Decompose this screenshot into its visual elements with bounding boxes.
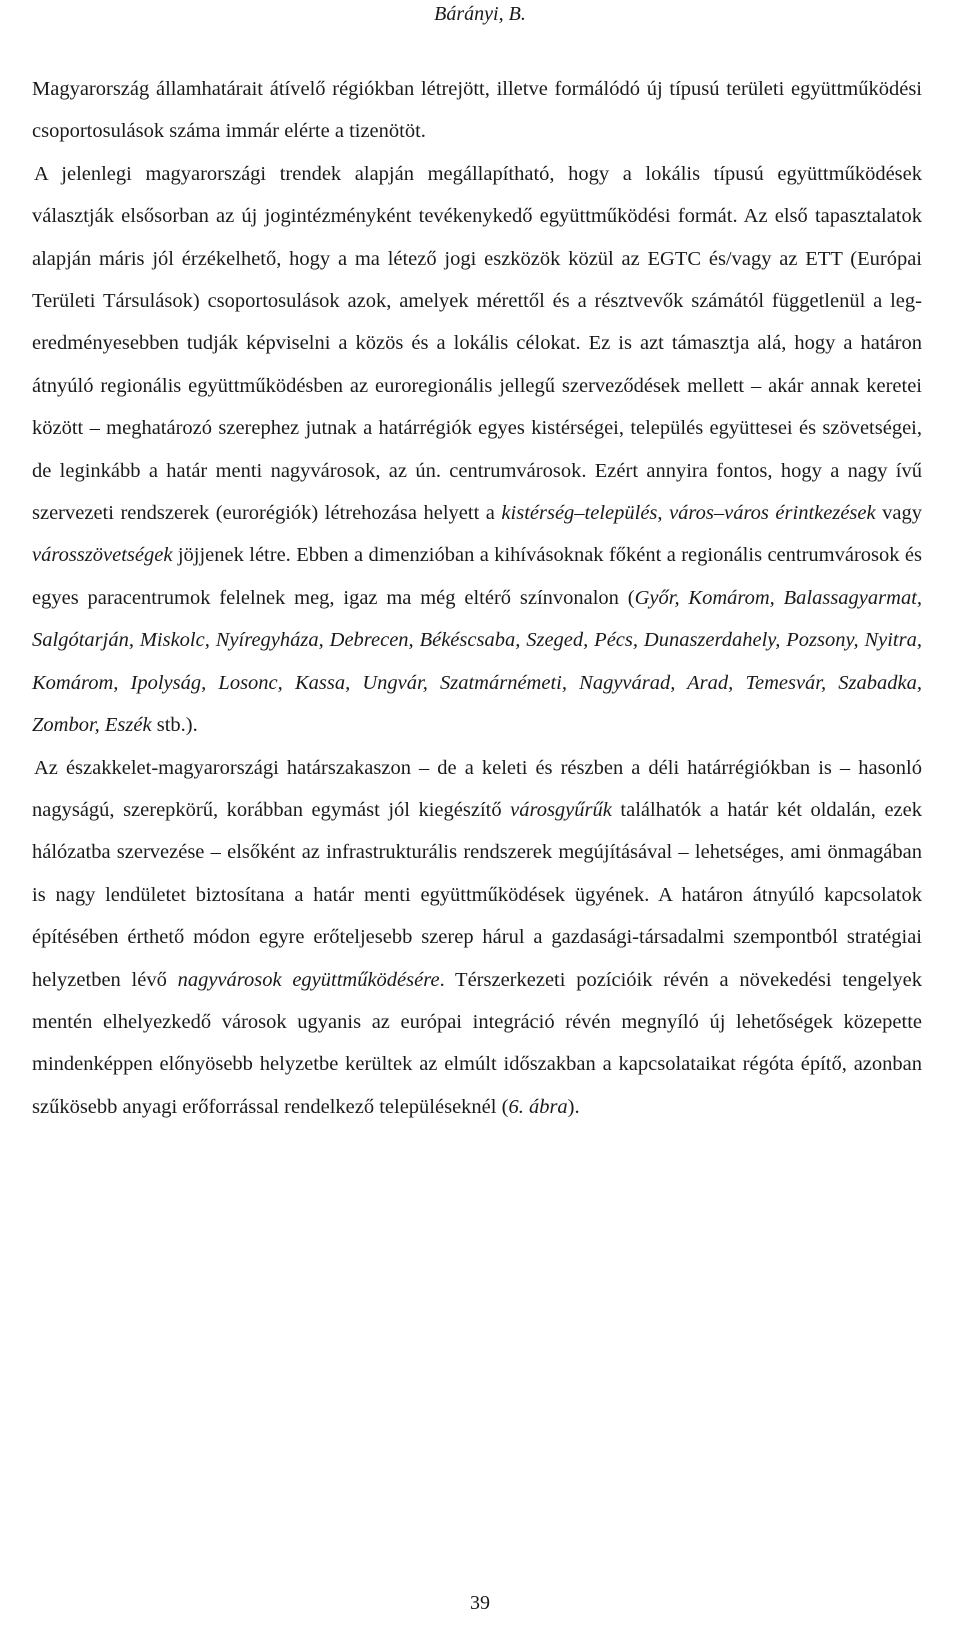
paragraph-2-text: vagy <box>875 502 922 525</box>
paragraph-2 <box>32 153 922 747</box>
paragraph-2-text: stb.). <box>151 714 198 737</box>
paragraph-3-text: ). <box>567 1095 580 1118</box>
paragraph-2-text: jöjjenek létre. Ebben a dimenzióban a kihívásoknak főként a regionális centrumvárosok és egyes paracentrumok felelnek meg, igaz ma még eltérő színvonalon ( <box>32 544 922 609</box>
paragraph-1-text: Magyarország államhatárait átívelő régiókban létrejött, illetve formálódó új típusú területi együttműködési csoportosulások száma immár elérte a tizenötöt. <box>32 78 922 143</box>
paragraph-2-emphasis: kistérség–település <box>501 502 658 525</box>
paragraph-3 <box>32 747 922 1129</box>
figure-reference: 6. ábra <box>508 1095 568 1118</box>
paragraph-2-city-list: Győr, Komárom, Balassagyarmat, Salgótarján, Miskolc, Nyíregyháza, Debrecen, Békéscsaba, Szeged, Pécs, Dunaszerdahely, Pozsony, Nyitra, Komárom, Ipolyság, Losonc, Kassa, Ungvár, Szatmárnémeti, Nagyvárad, Arad, Temesvár, Szabadka, Zombor, Eszék <box>32 586 923 737</box>
paragraph-3-emphasis: városgyűrűk <box>510 798 612 821</box>
running-header: Bárányi, B. <box>434 3 526 25</box>
paragraph-3-text: . Térszerkezeti pozícióik révén a növekedési tengelyek mentén elhelyezkedő városok ugyanis az európai integráció révén megnyíló új lehetőségek közepette mindenképpen előnyösebb helyzetbe kerültek az elmúlt időszakban a kapcsolataikat régóta építő, azonban szűkösebb anyagi erőforrással rendelkező településeknél ( <box>32 968 922 1118</box>
paragraph-3-text: találhatók a határ két oldalán, ezek hálózatba szervezése – elsőként az infrastrukturális rendszerek megújításával – lehetséges, ami önmagában is nagy lendületet biztosítana a határ menti együttműködések ügyének. A határon átnyúló kapcsolatok építésében érthető módon egyre erőteljesebb szerep hárul a gazdasági-társadalmi szempontból stratégiai helyzetben lévő <box>32 798 923 991</box>
paragraph-2-emphasis: város–város érintkezések <box>669 502 876 525</box>
paragraph-1 <box>32 68 922 153</box>
paragraph-3-text: Az északkelet-magyarországi határszakaszon – de a keleti és részben a déli határrégiókban is – hasonló nagyságú, szerepkörű, korábban egymást jól kiegészítő <box>32 756 922 821</box>
paragraph-2-text: , <box>657 502 670 525</box>
body-text <box>32 68 922 1128</box>
paragraph-2-emphasis: városszövetségek <box>32 544 173 567</box>
paragraph-3-emphasis: nagyvárosok együttműködésére <box>177 968 440 991</box>
paragraph-2-text: A jelenlegi magyarországi trendek alapján megállapítható, hogy a lokális típusú együttműködések választják elsősorban az új jogintézményként tevékenykedő együttműködési formát. Az első tapasztalatok alapján máris jól érzékelhető, hogy a ma létező jogi eszközök közül az EGTC és/vagy az ETT (Európai Területi Társulások) csoportosulások azok, amelyek mérettől és a résztvevők számától függetlenül a legeredményesebben tudják képviselni a közös és a lokális célokat. Ez is azt támasztja alá, hogy a határon átnyúló regionális együttműködésben az euroregionális jellegű szerveződések mellett – akár annak keretei között – meghatározó szerephez jutnak a határrégiók egyes kistérségei, település együttesei és szövetségei, de leginkább a határ menti nagyvárosok, az ún. centrumvárosok. Ezért annyira fontos, hogy a nagy ívű szervezeti rendszerek (eurorégiók) létrehozása helyett a <box>32 162 922 525</box>
page-number: 39 <box>470 1592 490 1614</box>
